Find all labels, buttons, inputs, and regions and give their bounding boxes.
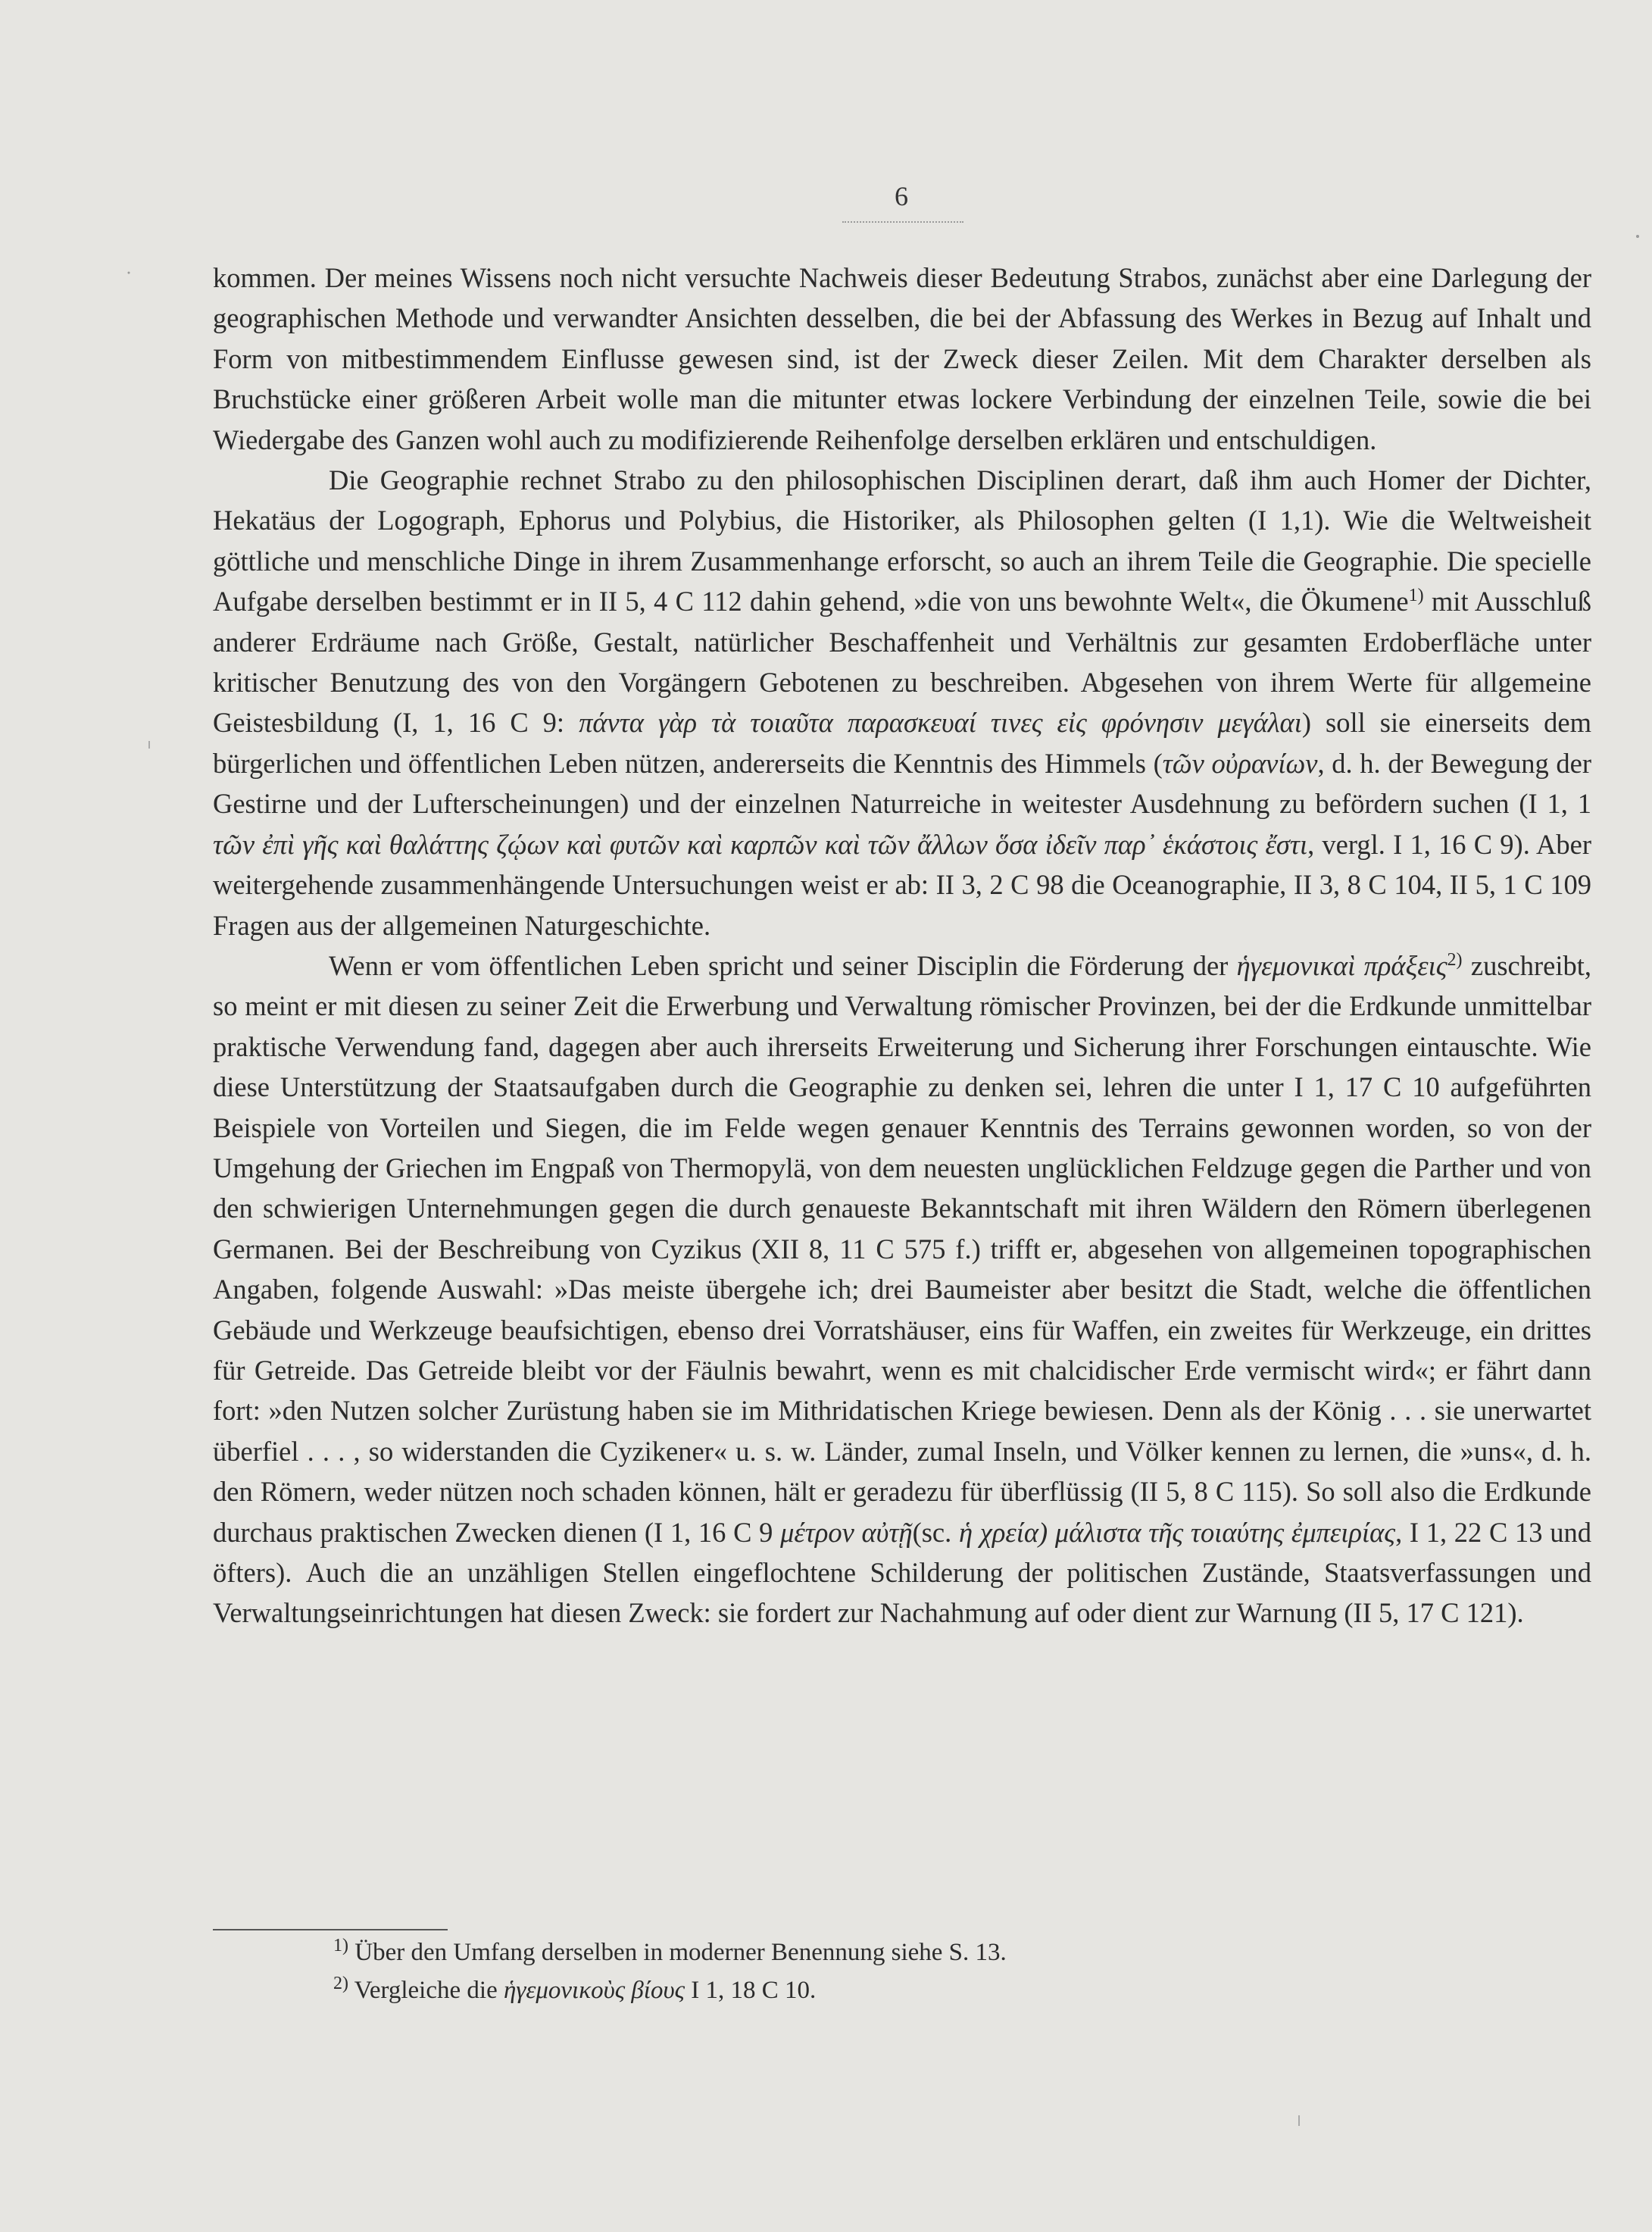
paragraph-1-text: kommen. Der meines Wissens noch nicht versuchte Nachweis dieser Bedeutung Strabos, zunächst aber eine Darlegung der geographischen Methode und verwandter Ansichten desselben, die bei der Abfassung des Werkes in Bezug auf Inhalt und Form von mitbestimmendem Einflusse gewesen sind, ist der Zweck dieser Zeilen. Mit dem Charakter derselben als Bruchstücke einer größeren Arbeit wolle man die mitunter etwas lockere Verbindung der einzelnen Teile, sowie die bei Wiedergabe des Ganzen wohl auch zu modifizierende Reihenfolge derselben erklären und entschuldigen.: [213, 262, 1591, 455]
page-number: 6: [895, 181, 908, 211]
footnote-divider: [213, 1929, 448, 1930]
paragraph-2-text-a: Die Geographie rechnet Strabo zu den philosophischen Disciplinen derart, daß ihm auch Homer der Dichter, Hekatäus der Logograph, Ephorus und Polybius, die Historiker, als Philosophen gelten (I 1,1). Wie die Weltweisheit göttliche und menschliche Dinge in ihrem Zusammenhange erforscht, so auch an ihrem Teile die Geographie. Die specielle Aufgabe derselben bestimmt er in II 5, 4 C 112 dahin gehend, »die von uns bewohnte Welt«, die Ökumene: [213, 464, 1591, 617]
greek-quote: πάντα γὰρ τὰ τοιαῦτα παρασκευαί τινες εἰς φρόνησιν μεγάλαι: [579, 707, 1302, 739]
paragraph-2-text-c: ) soll sie einerseits dem bürgerlichen und öffentlichen Leben nützen, andererseits die Kenntnis des Himmels (: [213, 707, 1592, 779]
paragraph-3-text-c: (sc.: [912, 1516, 959, 1548]
footnote-2: [333, 1971, 1394, 2009]
greek-quote: μέτρον αὐτῇ: [780, 1516, 913, 1548]
footnote-2-text-a: Vergleiche die: [354, 1977, 504, 2004]
footnote-1-text: Über den Umfang derselben in moderner Benennung siehe S. 13.: [354, 1939, 1007, 1966]
footnote-marker: 2): [333, 1974, 348, 1993]
footnote-ref-1: 1): [1408, 586, 1424, 606]
paragraph-1: [213, 258, 1591, 460]
paragraph-2-text-d: , d. h. der Bewegung der Gestirne und der Lufterscheinungen) und der einzelnen Naturreiche in weitester Ausdehnung zu befördern suchen (I 1, 1: [213, 747, 1591, 820]
paragraph-3: [213, 946, 1591, 1633]
paragraph-2-text-e: , vergl. I 1, 16 C 9). Aber weitergehende zusammenhängende Untersuchungen weist er ab: II 3, 2 C 98 die Oceanographie, II 3, 8 C 104, II 5, 1 C 109 Fragen aus der allgemeinen Naturgeschichte.: [213, 828, 1591, 941]
footnote-marker: 1): [333, 1936, 348, 1955]
paragraph-2-text-b: mit Ausschluß anderer Erdräume nach Größe, Gestalt, natürlicher Beschaffenheit und Verhältnis zur gesamten Erdoberfläche unter kritischer Benutzung des von den Vorgängern Gebotenen zu beschreiben. Abgesehen von ihrem Werte für allgemeine Geistesbildung (I, 1, 16 C 9:: [213, 586, 1592, 739]
page-number-ornament: [842, 221, 963, 223]
paragraph-3-text-a: Wenn er vom öffentlichen Leben spricht und seiner Disciplin die Förderung der: [329, 949, 1237, 981]
paragraph-2: [213, 460, 1591, 946]
body-text: [213, 258, 1591, 1633]
greek-quote: ἡ χρεία) μάλιστα τῆς τοιαύτης ἐμπειρίας: [958, 1516, 1396, 1548]
paragraph-3-text-b: zuschreibt, so meint er mit diesen zu seiner Zeit die Erwerbung und Verwaltung römischer Provinzen, bei der die Erdkunde unmittelbar praktische Verwendung fand, dagegen aber auch ihrerseits Erweiterung und Sicherung ihrer Forschungen eintauschte. Wie diese Unterstützung der Staatsaufgaben durch die Geographie zu denken sei, lehren die unter I 1, 17 C 10 aufgeführten Beispiele von Vorteilen und Siegen, die im Felde wegen genauer Kenntnis des Terrains gewonnen worden, so von der Umgehung der Griechen im Engpaß von Thermopylä, von dem neuesten unglücklichen Feldzuge gegen die Parther und von den schwierigen Unternehmungen gegen die durch genaueste Bekanntschaft mit ihren Wäldern den Römern überlegenen Germanen. Bei der Beschreibung von Cyzikus (XII 8, 11 C 575 f.) trifft er, abgesehen von allgemeinen topographischen Angaben, folgende Auswahl: »Das meiste übergehe ich; drei Baumeister aber besitzt die Stadt, welche die öffentlichen Gebäude und Werkzeuge beaufsichtigen, ebenso drei Vorratshäuser, eins für Waffen, ein zweites für Werkzeuge, ein drittes für Getreide. Das Getreide bleibt vor der Fäulnis bewahrt, wenn es mit chalcidischer Erde vermischt wird«; er fährt dann fort: »den Nutzen solcher Zurüstung haben sie im Mithridatischen Kriege bewiesen. Denn als der König . . . sie unerwartet überfiel . . . , so widerstanden die Cyzikener« u. s. w. Länder, zumal Inseln, und Völker kennen zu lernen, die »uns«, d. h. den Römern, weder nützen noch schaden können, hält er geradezu für überflüssig (II 5, 8 C 115). So soll also die Erdkunde durchaus praktischen Zwecken dienen (I 1, 16 C 9: [213, 949, 1591, 1548]
greek-quote: τῶν οὐρανίων: [1162, 747, 1318, 779]
footnote-1: [333, 1933, 1394, 1971]
greek-quote: ἡγεμονικοὺς βίους: [503, 1977, 685, 2004]
greek-quote: ἡγεμονικαὶ πράξεις: [1236, 949, 1447, 981]
paragraph-3-text-d: , I 1, 22 C 13 und öfters). Auch die an unzähligen Stellen eingeflochtene Schilderung der politischen Zustände, Staatsverfassungen und Verwaltungseinrichtungen hat diesen Zweck: sie fordert zur Nachahmung auf oder dient zur Warnung (II 5, 17 C 121).: [213, 1516, 1591, 1629]
footnote-2-text-b: I 1, 18 C 10.: [685, 1977, 817, 2004]
footnote-ref-2: 2): [1447, 949, 1463, 970]
footnotes: [333, 1933, 1394, 2009]
greek-quote: τῶν ἐπὶ γῆς καὶ θαλάττης ζῴων καὶ φυτῶν καὶ καρπῶν καὶ τῶν ἄλλων ὅσα ἰδεῖν παρ᾽ ἑκάστοις ἔστι: [213, 828, 1308, 860]
